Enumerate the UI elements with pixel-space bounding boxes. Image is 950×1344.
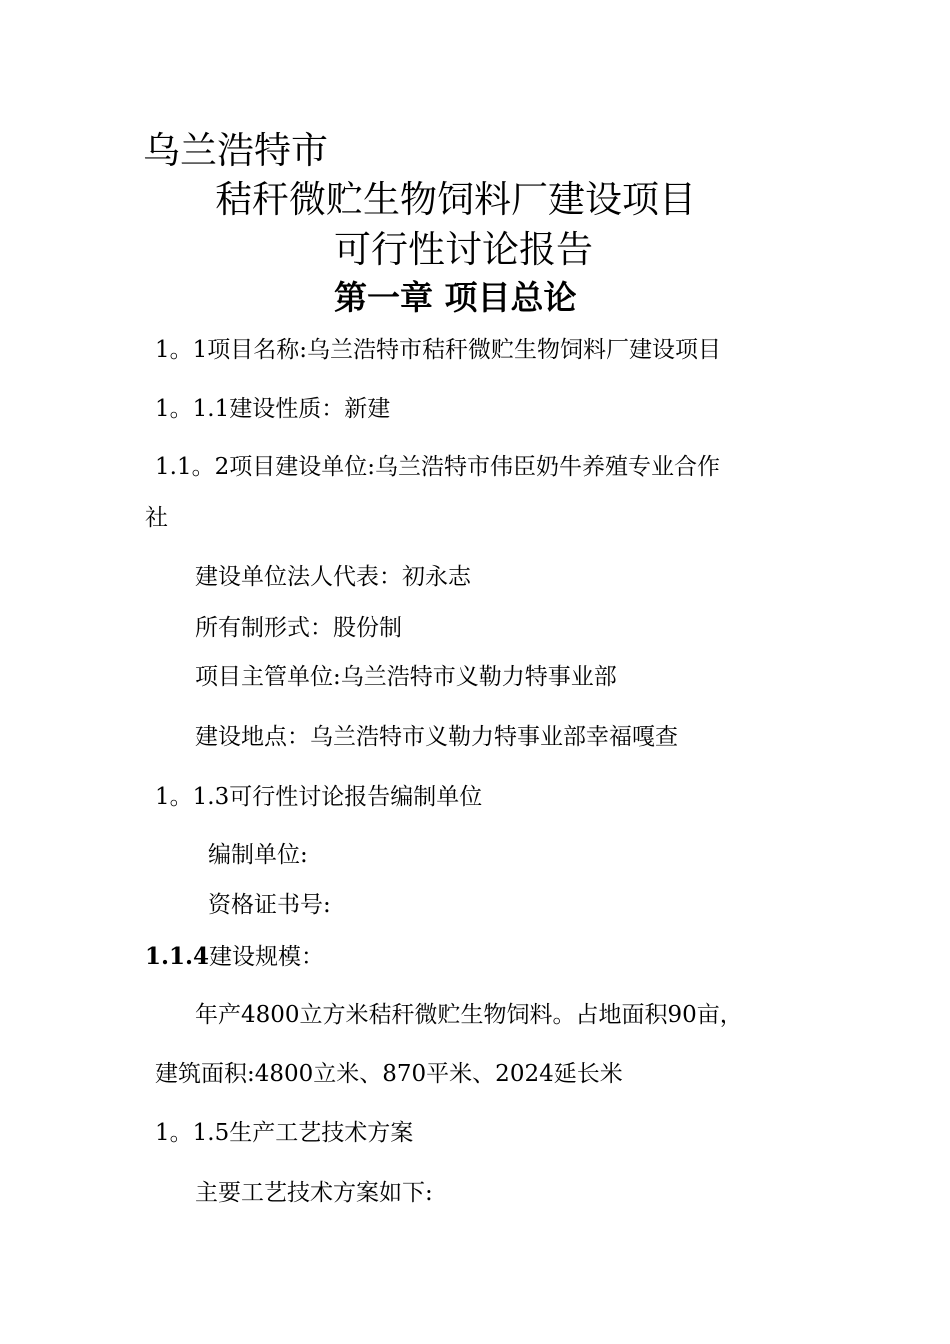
construction-unit-line-cont: 社: [145, 505, 168, 531]
title-city: 乌兰浩特市: [143, 129, 328, 172]
ownership-line: 所有制形式：股份制: [195, 615, 402, 641]
project-name-line: 1。1项目名称:乌兰浩特市秸秆微贮生物饲料厂建设项目: [155, 337, 722, 363]
certificate-line: 资格证书号:: [208, 892, 331, 918]
construction-location-line: 建设地点：乌兰浩特市义勒力特事业部幸福嘎查: [195, 724, 678, 750]
tech-plan-heading: 1。1.5生产工艺技术方案: [155, 1120, 414, 1146]
competent-authority-line: 项目主管单位:乌兰浩特市义勒力特事业部: [195, 664, 617, 690]
report-unit-heading: 1。1.3可行性讨论报告编制单位: [155, 784, 483, 810]
title-project: 秸秆微贮生物饲料厂建设项目: [215, 178, 696, 221]
scale-paragraph-line2: 建筑面积:4800立米、870平米、2024延长米: [155, 1061, 623, 1087]
chapter-heading: 第一章 项目总论: [334, 278, 577, 317]
compiler-line: 编制单位:: [208, 842, 308, 868]
scale-heading-number: 1.1.4: [145, 943, 210, 970]
scale-heading-label: 建设规模：: [209, 944, 325, 970]
title-report: 可行性讨论报告: [334, 228, 593, 271]
construction-unit-line: 1.1。2项目建设单位:乌兰浩特市伟臣奶牛养殖专业合作: [155, 454, 720, 480]
scale-paragraph-line1: 年产4800立方米秸秆微贮生物饲料。占地面积90亩，: [195, 1002, 743, 1028]
construction-nature-line: 1。1.1建设性质：新建: [155, 396, 391, 422]
legal-representative-line: 建设单位法人代表：初永志: [195, 564, 471, 590]
tech-plan-intro: 主要工艺技术方案如下:: [195, 1180, 433, 1206]
scale-heading: [145, 945, 324, 969]
